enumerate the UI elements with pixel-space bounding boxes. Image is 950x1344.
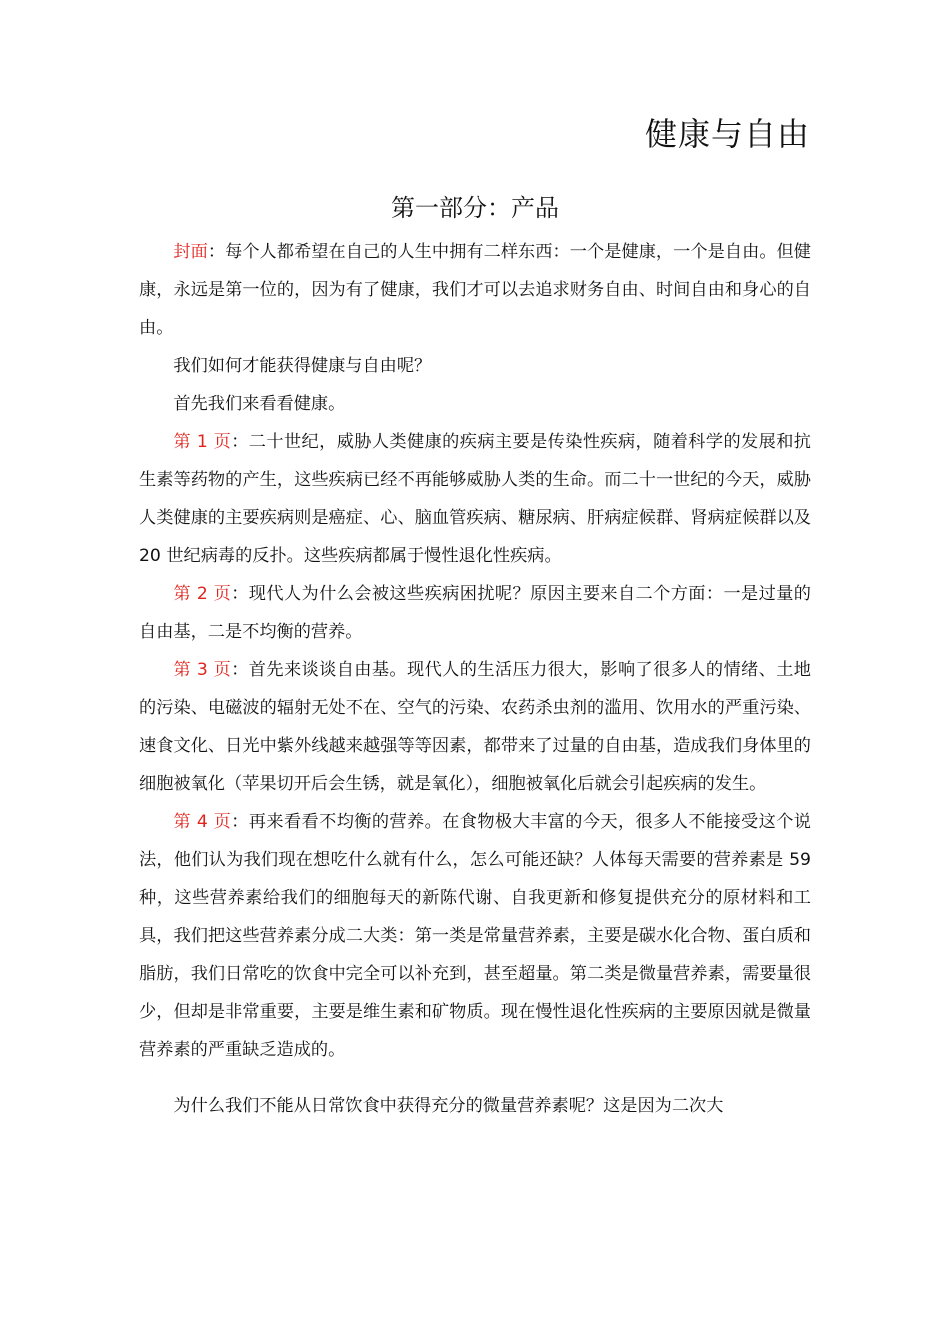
- paragraph-text: ：首先来谈谈自由基。现代人的生活压力很大，影响了很多人的情绪、土地的污染、电磁波的辐射无处不在、空气的污染、农药杀虫剂的滥用、饮用水的严重污染、速食文化、日光中紫外线越来越强等等因素，都带来了过量的自由基，造成我们身体里的细胞被氧化（苹果切开后会生锈，就是氧化），细胞被氧化后就会引起疾病的发生。: [139, 660, 811, 794]
- paragraph-intro: [139, 385, 811, 423]
- paragraph-text: 为什么我们不能从日常饮食中获得充分的微量营养素呢？这是因为二次大: [173, 1096, 724, 1116]
- paragraph-text: ：再来看看不均衡的营养。在食物极大丰富的今天，很多人不能接受这个说法，他们认为我们现在想吃什么就有什么，怎么可能还缺？人体每天需要的营养素是 59 种，这些营养素给我们的细胞每天的新陈代谢、自我更新和修复提供充分的原材料和工具，我们把这些营养素分成二大类：第一类是常量营养素，主要是碳水化合物、蛋白质和脂肪，我们日常吃的饮食中完全可以补充到，甚至超量。第二类是微量营养素，需要量很少，但却是非常重要，主要是维生素和矿物质。现在慢性退化性疾病的主要原因就是微量营养素的严重缺乏造成的。: [139, 812, 811, 1060]
- paragraph-text: 我们如何才能获得健康与自由呢？: [173, 356, 432, 376]
- paragraph-page-3: [139, 651, 811, 803]
- paragraph-cover: [139, 233, 811, 347]
- section-heading: 第一部分：产品: [391, 194, 559, 222]
- paragraph-text: ：每个人都希望在自己的人生中拥有二样东西：一个是健康，一个是自由。但健康，永远是第一位的，因为有了健康，我们才可以去追求财务自由、时间自由和身心的自由。: [139, 242, 811, 338]
- paragraph-question: [139, 347, 811, 385]
- document-title: 健康与自由: [644, 115, 810, 153]
- paragraph-page-1: [139, 423, 811, 575]
- paragraph-label: 第 4 页: [173, 812, 232, 832]
- paragraph-label: 第 3 页: [173, 660, 232, 680]
- paragraph-text: ：二十世纪，威胁人类健康的疾病主要是传染性疾病，随着科学的发展和抗生素等药物的产生，这些疾病已经不再能够威胁人类的生命。而二十一世纪的今天，威胁人类健康的主要疾病则是癌症、心、脑血管疾病、糖尿病、肝病症候群、肾病症候群以及 20 世纪病毒的反扑。这些疾病都属于慢性退化性疾病。: [139, 432, 811, 566]
- paragraph-page-2: [139, 575, 811, 651]
- document-body: [139, 233, 811, 1125]
- paragraph-label: 封面: [173, 242, 208, 262]
- paragraph-label: 第 1 页: [173, 432, 232, 452]
- paragraph-page-4: [139, 803, 811, 1069]
- paragraph-why: [139, 1087, 811, 1125]
- paragraph-text: ：现代人为什么会被这些疾病困扰呢？原因主要来自二个方面：一是过量的自由基，二是不均衡的营养。: [139, 584, 811, 642]
- paragraph-label: 第 2 页: [173, 584, 232, 604]
- paragraph-text: 首先我们来看看健康。: [173, 394, 346, 414]
